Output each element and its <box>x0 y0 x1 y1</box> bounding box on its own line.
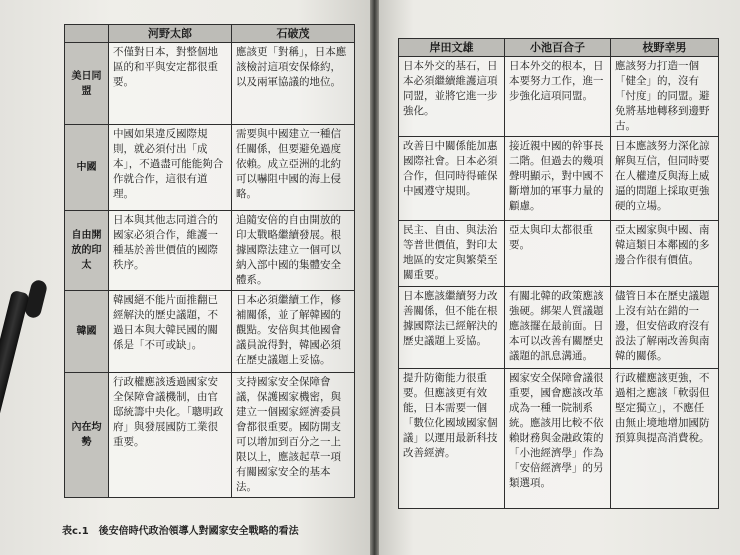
table-cell: 日本外交的根本，日本要努力工作，進一步強化這項同盟。 <box>505 57 611 137</box>
row-label: 自由開放的印太 <box>65 211 109 291</box>
table-cell: 應該努力打造一個「健全」的，沒有「忖度」的同盟。避免將基地轉移到邊野古。 <box>611 57 719 137</box>
table-cell: 追隨安倍的自由開放的印太戰略繼續發展。根據國際法建立一個可以納入部中國的集體安全體系。 <box>232 211 355 291</box>
row-label: 內在均勢 <box>65 373 109 498</box>
header-kono: 河野太郎 <box>109 25 232 43</box>
table-cell: 提升防衛能力很重要。但應該更有效能，日本需要一個「數位化國域國家個議」以運用最新科技改善經濟。 <box>399 369 505 509</box>
table-row <box>65 125 355 211</box>
table-cell: 亞太國家與中國、南韓這類日本鄰國的多邊合作很有價值。 <box>611 221 719 287</box>
table-row <box>399 221 719 287</box>
table-cell: 日本應該努力深化諒解與互信，但同時要在人權違反與海上威逼的問題上採取更強硬的立場。 <box>611 137 719 221</box>
table-row <box>399 369 719 509</box>
table-cell: 日本與其他志同道合的國家必須合作，維護一種基於善世價值的國際秩序。 <box>109 211 232 291</box>
table-cell: 行政權應該更強，不過相之應該「軟弱但堅定獨立」，不應任由無止境地增加國防預算與提高消費稅。 <box>611 369 719 509</box>
row-label: 韓國 <box>65 291 109 373</box>
table-cell: 應該更「對稱」，日本應該檢討這項安保條約，以及兩軍協議的地位。 <box>232 43 355 125</box>
table-caption: 表c.1 後安倍時代政治領導人對國家安全戰略的看法 <box>62 526 299 537</box>
header-ishiba: 石破茂 <box>232 25 355 43</box>
table-cell: 支持國家安全保障會議，保護國家機密，與建立一個國家經濟委員會都很重要。國防開支可以增加到百分之一上限以上，應該起草一項有關國家安全的基本法。 <box>232 373 355 498</box>
table-cell: 國家安全保障會議很重要，國會應該改革成為一種一院制系統。應該用比較不依賴財務與金融政策的「小池經濟學」作為「安倍經濟學」的另類選項。 <box>505 369 611 509</box>
table-row <box>399 287 719 369</box>
table-cell: 有關北韓的政策應該強硬。綁架人質議題應該擺在最前面。日本可以改善有關歷史議題的訊息溝通。 <box>505 287 611 369</box>
table-cell: 接近親中國的幹事長二階。但過去的幾項聲明顯示，對中國不斷增加的軍事力量的顧慮。 <box>505 137 611 221</box>
table-cell: 日本必須繼續工作，修補關係，並了解韓國的觀點。安倍與其他國會議員說得對，韓國必須在歷史議題上妥協。 <box>232 291 355 373</box>
header-edano: 枝野幸男 <box>611 39 719 57</box>
table-row <box>399 137 719 221</box>
table-cell: 不僅對日本，對整個地區的和平與安定都很重要。 <box>109 43 232 125</box>
left-table <box>64 24 355 498</box>
row-label: 美日同盟 <box>65 43 109 125</box>
table-cell: 韓國絕不能片面推翻已經解決的歷史議題，不過日本與大韓民國的關係是「不可或缺」。 <box>109 291 232 373</box>
table-cell: 改善日中關係能加惠國際社會。日本必須合作，但同時得確保中國遵守規則。 <box>399 137 505 221</box>
book-gutter <box>370 0 379 555</box>
table-cell: 日本外交的基石，日本必須繼續維護這項同盟，並將它進一步強化。 <box>399 57 505 137</box>
table-row <box>65 211 355 291</box>
table-row <box>65 291 355 373</box>
table-cell: 需要與中國建立一種信任關係，但要避免過度依賴。成立亞洲的北約可以嚇阻中國的海上侵略。 <box>232 125 355 211</box>
table-header-row <box>65 25 355 43</box>
table-cell: 中國如果違反國際規則，就必須付出「成本」，不過盡可能能夠合作就合作，這很有道理。 <box>109 125 232 211</box>
table-cell: 行政權應該透過國家安全保障會議機制，由官邸統籌中央化。「聰明政府」與發展國防工業很重要。 <box>109 373 232 498</box>
table-row <box>65 43 355 125</box>
row-label: 中國 <box>65 125 109 211</box>
table-cell: 儘管日本在歷史議題上沒有站在錯的一邊，但安倍政府沒有設法了解兩改善與南韓的關係。 <box>611 287 719 369</box>
table-cell: 日本應該繼續努力改善關係，但不能在根據國際法已經解決的歷史議題上妥協。 <box>399 287 505 369</box>
right-table <box>398 38 719 509</box>
table-cell: 民主、自由、與法治等普世價值，對印太地區的安定與繁榮至關重要。 <box>399 221 505 287</box>
table-header-row <box>399 39 719 57</box>
header-koike: 小池百合子 <box>505 39 611 57</box>
table-cell: 亞太與印太都很重要。 <box>505 221 611 287</box>
header-kishida: 岸田文雄 <box>399 39 505 57</box>
table-row <box>65 373 355 498</box>
header-corner <box>65 25 109 43</box>
table-row <box>399 57 719 137</box>
